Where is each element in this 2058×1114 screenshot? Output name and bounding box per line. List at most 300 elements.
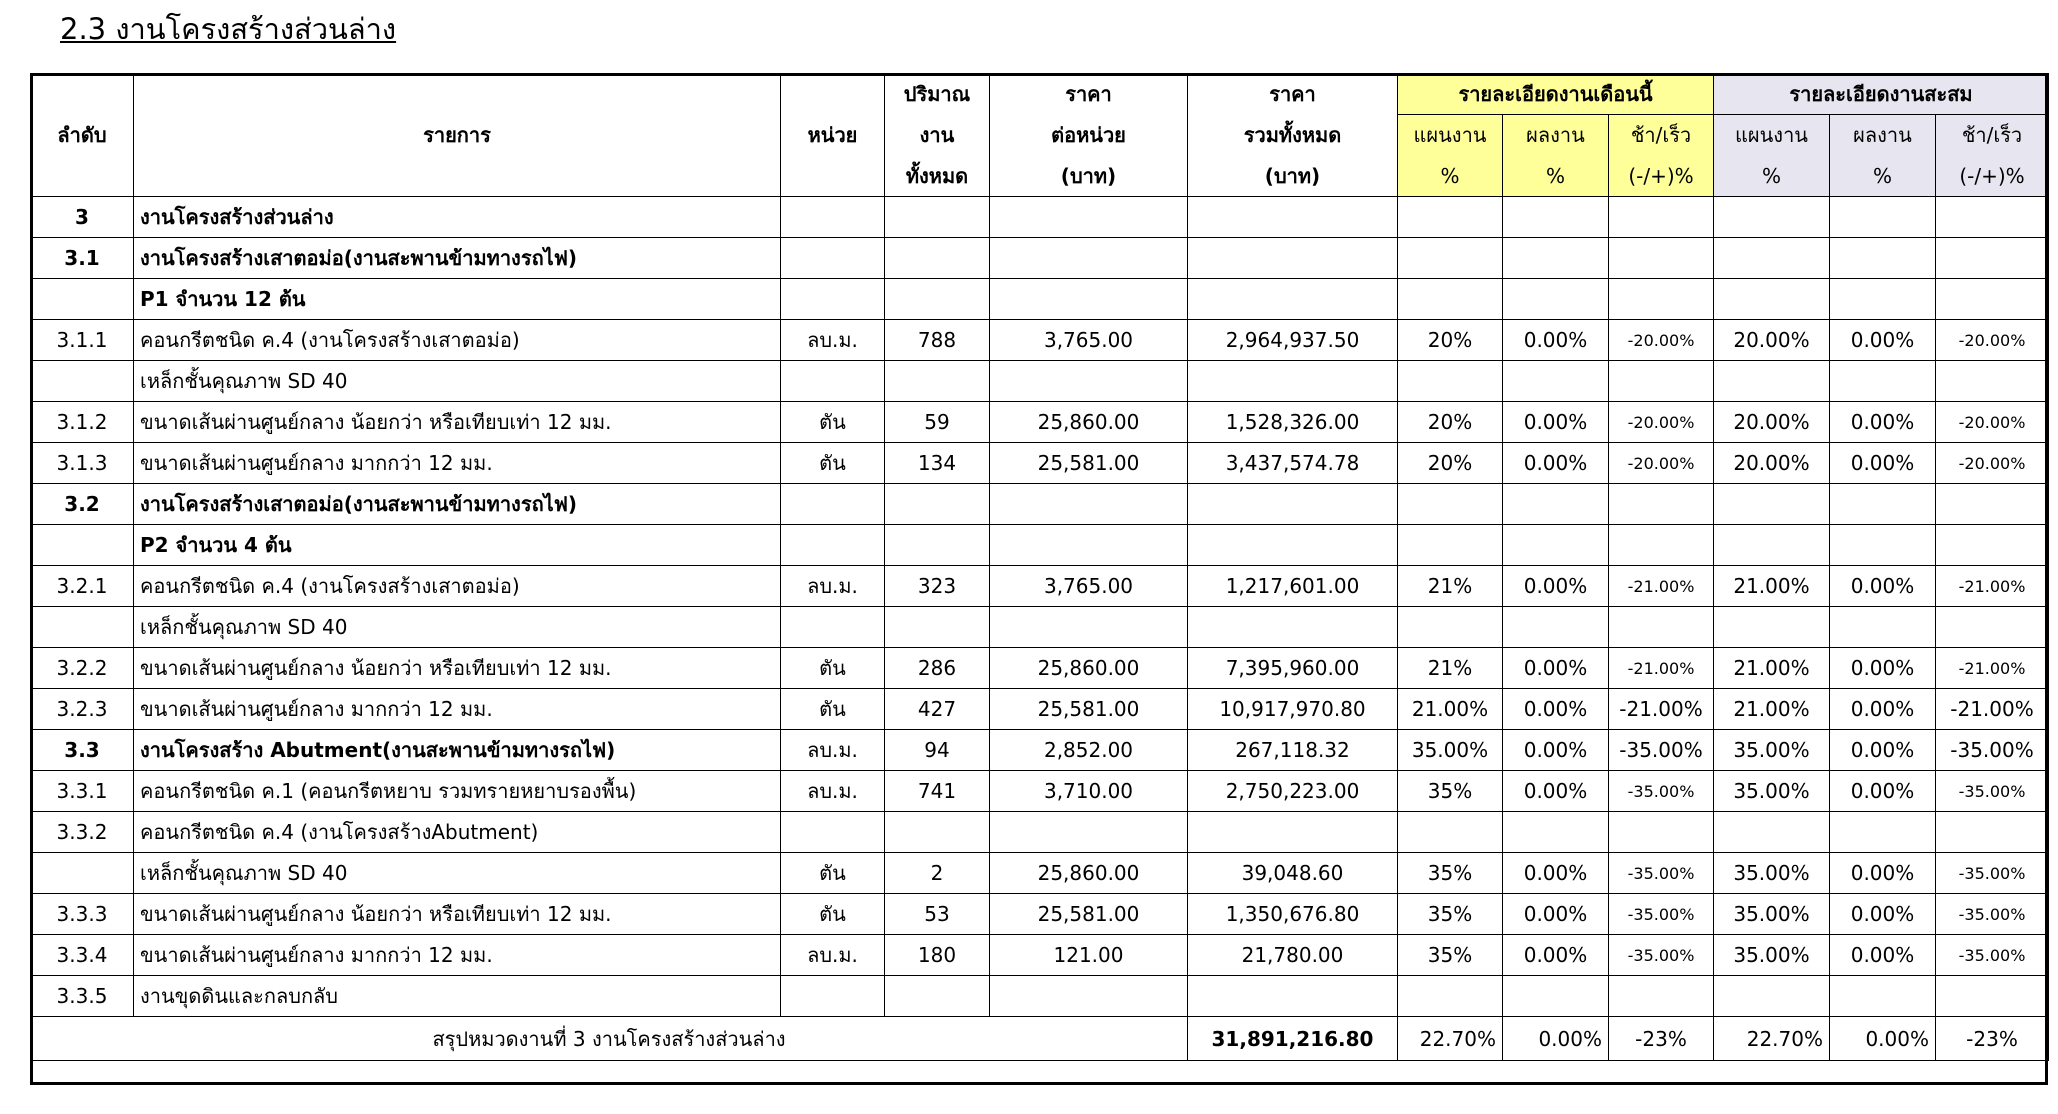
table-row bbox=[31, 484, 2049, 525]
header-diff-month-pct: (-/+)% bbox=[1609, 156, 1714, 197]
summary-diff-month: -23% bbox=[1609, 1017, 1714, 1061]
table-row bbox=[31, 853, 2049, 894]
row-result-cum bbox=[1830, 238, 1936, 279]
row-diff-month: -21.00% bbox=[1609, 648, 1714, 689]
row-diff-month bbox=[1609, 484, 1714, 525]
row-plan-month bbox=[1398, 197, 1503, 238]
row-item: ขนาดเส้นผ่านศูนย์กลาง มากกว่า 12 มม. bbox=[134, 689, 781, 730]
row-number: 3.3.5 bbox=[31, 976, 134, 1017]
row-item: เหล็กชั้นคุณภาพ SD 40 bbox=[134, 361, 781, 402]
row-number: 3.1 bbox=[31, 238, 134, 279]
row-plan-cum bbox=[1714, 361, 1830, 402]
row-plan-month: 35% bbox=[1398, 894, 1503, 935]
row-unit bbox=[781, 812, 885, 853]
row-item: ขนาดเส้นผ่านศูนย์กลาง น้อยกว่า หรือเทียบเท่า 12 มม. bbox=[134, 648, 781, 689]
row-plan-cum bbox=[1714, 525, 1830, 566]
row-total-price: 7,395,960.00 bbox=[1188, 648, 1398, 689]
row-item: คอนกรีตชนิด ค.1 (คอนกรีตหยาบ รวมทรายหยาบรองพื้น) bbox=[134, 771, 781, 812]
row-item: คอนกรีตชนิด ค.4 (งานโครงสร้างAbutment) bbox=[134, 812, 781, 853]
row-result-cum bbox=[1830, 484, 1936, 525]
row-diff-cum: -20.00% bbox=[1936, 402, 2049, 443]
row-unit-price bbox=[990, 812, 1188, 853]
row-diff-month bbox=[1609, 197, 1714, 238]
row-total-price: 3,437,574.78 bbox=[1188, 443, 1398, 484]
row-result-cum bbox=[1830, 607, 1936, 648]
row-plan-month: 21% bbox=[1398, 566, 1503, 607]
table-row bbox=[31, 976, 2049, 1017]
row-diff-cum: -20.00% bbox=[1936, 443, 2049, 484]
summary-result-cum: 0.00% bbox=[1830, 1017, 1936, 1061]
header-item-top bbox=[134, 74, 781, 115]
row-plan-cum bbox=[1714, 812, 1830, 853]
row-unit bbox=[781, 238, 885, 279]
row-result-month bbox=[1503, 525, 1609, 566]
row-plan-cum: 35.00% bbox=[1714, 771, 1830, 812]
row-result-cum bbox=[1830, 197, 1936, 238]
row-total-price bbox=[1188, 197, 1398, 238]
row-diff-cum: -21.00% bbox=[1936, 566, 2049, 607]
header-unit: หน่วย bbox=[781, 115, 885, 156]
row-result-cum bbox=[1830, 361, 1936, 402]
row-diff-cum bbox=[1936, 812, 2049, 853]
row-result-month: 0.00% bbox=[1503, 853, 1609, 894]
row-diff-month: -35.00% bbox=[1609, 935, 1714, 976]
row-result-cum bbox=[1830, 812, 1936, 853]
table-row bbox=[31, 935, 2049, 976]
row-number: 3.1.3 bbox=[31, 443, 134, 484]
row-diff-month: -21.00% bbox=[1609, 566, 1714, 607]
row-plan-month bbox=[1398, 484, 1503, 525]
table-row bbox=[31, 361, 2049, 402]
row-number: 3.1.1 bbox=[31, 320, 134, 361]
header-diff-month: ช้า/เร็ว bbox=[1609, 115, 1714, 156]
row-number: 3.3 bbox=[31, 730, 134, 771]
row-item: คอนกรีตชนิด ค.4 (งานโครงสร้างเสาตอม่อ) bbox=[134, 320, 781, 361]
row-unit-price: 25,860.00 bbox=[990, 402, 1188, 443]
row-total-price: 10,917,970.80 bbox=[1188, 689, 1398, 730]
row-result-month bbox=[1503, 197, 1609, 238]
row-qty: 59 bbox=[885, 402, 990, 443]
row-qty: 180 bbox=[885, 935, 990, 976]
row-item: P2 จำนวน 4 ต้น bbox=[134, 525, 781, 566]
row-diff-cum: -21.00% bbox=[1936, 689, 2049, 730]
header-plan-month-pct: % bbox=[1398, 156, 1503, 197]
row-unit-price: 3,765.00 bbox=[990, 320, 1188, 361]
row-result-month bbox=[1503, 361, 1609, 402]
row-result-cum bbox=[1830, 525, 1936, 566]
row-diff-cum bbox=[1936, 525, 2049, 566]
row-diff-cum: -21.00% bbox=[1936, 648, 2049, 689]
row-plan-cum: 21.00% bbox=[1714, 648, 1830, 689]
row-result-month: 0.00% bbox=[1503, 566, 1609, 607]
row-qty bbox=[885, 484, 990, 525]
row-unit: ตัน bbox=[781, 648, 885, 689]
row-number bbox=[31, 361, 134, 402]
row-item: เหล็กชั้นคุณภาพ SD 40 bbox=[134, 853, 781, 894]
header-this-month: รายละเอียดงานเดือนนี้ bbox=[1398, 74, 1714, 115]
row-number: 3.3.4 bbox=[31, 935, 134, 976]
row-plan-month: 20% bbox=[1398, 320, 1503, 361]
row-unit: ตัน bbox=[781, 443, 885, 484]
row-unit-price: 3,710.00 bbox=[990, 771, 1188, 812]
row-qty bbox=[885, 525, 990, 566]
row-total-price: 1,528,326.00 bbox=[1188, 402, 1398, 443]
row-item: คอนกรีตชนิด ค.4 (งานโครงสร้างเสาตอม่อ) bbox=[134, 566, 781, 607]
row-plan-month: 20% bbox=[1398, 443, 1503, 484]
row-plan-cum: 21.00% bbox=[1714, 689, 1830, 730]
row-item: งานขุดดินและกลบกลับ bbox=[134, 976, 781, 1017]
header-diff-cum: ช้า/เร็ว bbox=[1936, 115, 2049, 156]
row-number: 3.1.2 bbox=[31, 402, 134, 443]
row-qty: 323 bbox=[885, 566, 990, 607]
row-diff-month bbox=[1609, 607, 1714, 648]
row-plan-month bbox=[1398, 525, 1503, 566]
row-number: 3.3.2 bbox=[31, 812, 134, 853]
table-row bbox=[31, 402, 2049, 443]
row-plan-month: 35% bbox=[1398, 935, 1503, 976]
row-unit: ตัน bbox=[781, 853, 885, 894]
progress-table bbox=[30, 73, 2049, 1061]
row-result-cum: 0.00% bbox=[1830, 689, 1936, 730]
row-diff-month bbox=[1609, 361, 1714, 402]
row-diff-month: -35.00% bbox=[1609, 853, 1714, 894]
header-result-month-pct: % bbox=[1503, 156, 1609, 197]
row-total-price bbox=[1188, 361, 1398, 402]
row-unit bbox=[781, 361, 885, 402]
header-no-bottom bbox=[31, 156, 134, 197]
table-row bbox=[31, 443, 2049, 484]
row-total-price bbox=[1188, 812, 1398, 853]
row-diff-cum bbox=[1936, 607, 2049, 648]
row-diff-cum: -20.00% bbox=[1936, 320, 2049, 361]
row-unit: ลบ.ม. bbox=[781, 771, 885, 812]
row-unit-price bbox=[990, 484, 1188, 525]
summary-row bbox=[31, 1017, 2049, 1061]
row-diff-month: -20.00% bbox=[1609, 402, 1714, 443]
row-plan-month bbox=[1398, 361, 1503, 402]
header-total-1: ราคา bbox=[1188, 74, 1398, 115]
row-unit-price bbox=[990, 607, 1188, 648]
row-result-cum bbox=[1830, 279, 1936, 320]
table-row bbox=[31, 648, 2049, 689]
header-plan-cum: แผนงาน bbox=[1714, 115, 1830, 156]
row-plan-cum bbox=[1714, 197, 1830, 238]
row-qty bbox=[885, 976, 990, 1017]
row-plan-month: 21% bbox=[1398, 648, 1503, 689]
row-item: P1 จำนวน 12 ต้น bbox=[134, 279, 781, 320]
row-item: ขนาดเส้นผ่านศูนย์กลาง มากกว่า 12 มม. bbox=[134, 935, 781, 976]
row-diff-cum bbox=[1936, 361, 2049, 402]
row-result-cum: 0.00% bbox=[1830, 935, 1936, 976]
row-qty bbox=[885, 812, 990, 853]
row-plan-cum bbox=[1714, 279, 1830, 320]
row-total-price bbox=[1188, 484, 1398, 525]
row-plan-cum: 20.00% bbox=[1714, 402, 1830, 443]
row-item: งานโครงสร้างเสาตอม่อ(งานสะพานข้ามทางรถไฟ) bbox=[134, 484, 781, 525]
header-no-top bbox=[31, 74, 134, 115]
row-result-cum: 0.00% bbox=[1830, 730, 1936, 771]
table-row bbox=[31, 238, 2049, 279]
row-qty bbox=[885, 361, 990, 402]
row-qty: 2 bbox=[885, 853, 990, 894]
row-plan-month bbox=[1398, 279, 1503, 320]
row-item: ขนาดเส้นผ่านศูนย์กลาง น้อยกว่า หรือเทียบเท่า 12 มม. bbox=[134, 894, 781, 935]
header-row-3 bbox=[31, 156, 2049, 197]
row-qty: 134 bbox=[885, 443, 990, 484]
header-plan-month: แผนงาน bbox=[1398, 115, 1503, 156]
row-total-price bbox=[1188, 976, 1398, 1017]
row-unit bbox=[781, 976, 885, 1017]
row-qty: 741 bbox=[885, 771, 990, 812]
table-row bbox=[31, 607, 2049, 648]
row-result-cum: 0.00% bbox=[1830, 320, 1936, 361]
header-price-3: (บาท) bbox=[990, 156, 1188, 197]
row-item: งานโครงสร้างเสาตอม่อ(งานสะพานข้ามทางรถไฟ) bbox=[134, 238, 781, 279]
row-unit: ตัน bbox=[781, 689, 885, 730]
row-unit bbox=[781, 279, 885, 320]
row-unit-price bbox=[990, 279, 1188, 320]
row-unit: ลบ.ม. bbox=[781, 320, 885, 361]
row-total-price: 267,118.32 bbox=[1188, 730, 1398, 771]
row-diff-month: -21.00% bbox=[1609, 689, 1714, 730]
row-plan-month: 21.00% bbox=[1398, 689, 1503, 730]
row-unit bbox=[781, 197, 885, 238]
row-diff-cum: -35.00% bbox=[1936, 853, 2049, 894]
header-total-3: (บาท) bbox=[1188, 156, 1398, 197]
row-plan-month bbox=[1398, 812, 1503, 853]
row-result-cum: 0.00% bbox=[1830, 771, 1936, 812]
header-result-month: ผลงาน bbox=[1503, 115, 1609, 156]
row-diff-cum: -35.00% bbox=[1936, 730, 2049, 771]
row-total-price bbox=[1188, 607, 1398, 648]
row-plan-cum: 20.00% bbox=[1714, 443, 1830, 484]
table-row bbox=[31, 320, 2049, 361]
row-result-month: 0.00% bbox=[1503, 894, 1609, 935]
row-plan-month: 20% bbox=[1398, 402, 1503, 443]
row-plan-cum bbox=[1714, 484, 1830, 525]
row-unit bbox=[781, 484, 885, 525]
row-number: 3.2.2 bbox=[31, 648, 134, 689]
row-plan-month bbox=[1398, 238, 1503, 279]
row-unit bbox=[781, 607, 885, 648]
row-result-cum: 0.00% bbox=[1830, 894, 1936, 935]
row-diff-month bbox=[1609, 976, 1714, 1017]
summary-result-month: 0.00% bbox=[1503, 1017, 1609, 1061]
row-unit-price: 3,765.00 bbox=[990, 566, 1188, 607]
header-cumulative: รายละเอียดงานสะสม bbox=[1714, 74, 2049, 115]
row-result-month: 0.00% bbox=[1503, 730, 1609, 771]
row-number: 3.2 bbox=[31, 484, 134, 525]
row-total-price bbox=[1188, 525, 1398, 566]
row-plan-month bbox=[1398, 607, 1503, 648]
row-item: งานโครงสร้างส่วนล่าง bbox=[134, 197, 781, 238]
row-result-cum: 0.00% bbox=[1830, 566, 1936, 607]
row-number: 3.3.1 bbox=[31, 771, 134, 812]
row-diff-cum bbox=[1936, 238, 2049, 279]
summary-plan-month: 22.70% bbox=[1398, 1017, 1503, 1061]
row-plan-cum bbox=[1714, 976, 1830, 1017]
header-item: รายการ bbox=[134, 115, 781, 156]
row-qty bbox=[885, 197, 990, 238]
header-price-1: ราคา bbox=[990, 74, 1188, 115]
header-result-cum-pct: % bbox=[1830, 156, 1936, 197]
header-result-cum: ผลงาน bbox=[1830, 115, 1936, 156]
row-number bbox=[31, 607, 134, 648]
row-unit-price: 25,860.00 bbox=[990, 648, 1188, 689]
row-plan-cum: 35.00% bbox=[1714, 730, 1830, 771]
row-result-month bbox=[1503, 484, 1609, 525]
summary-label: สรุปหมวดงานที่ 3 งานโครงสร้างส่วนล่าง bbox=[31, 1017, 1188, 1061]
row-diff-cum bbox=[1936, 279, 2049, 320]
row-unit-price bbox=[990, 976, 1188, 1017]
row-result-month: 0.00% bbox=[1503, 689, 1609, 730]
row-qty bbox=[885, 238, 990, 279]
row-unit-price bbox=[990, 361, 1188, 402]
row-result-month bbox=[1503, 607, 1609, 648]
row-result-month bbox=[1503, 279, 1609, 320]
row-number: 3.2.1 bbox=[31, 566, 134, 607]
row-result-month bbox=[1503, 976, 1609, 1017]
table-row bbox=[31, 894, 2049, 935]
row-diff-month bbox=[1609, 279, 1714, 320]
row-unit-price: 25,581.00 bbox=[990, 689, 1188, 730]
table-row bbox=[31, 771, 2049, 812]
row-number: 3.3.3 bbox=[31, 894, 134, 935]
table-row bbox=[31, 279, 2049, 320]
row-unit: ตัน bbox=[781, 402, 885, 443]
row-result-cum bbox=[1830, 976, 1936, 1017]
row-diff-month: -35.00% bbox=[1609, 771, 1714, 812]
header-diff-cum-pct: (-/+)% bbox=[1936, 156, 2049, 197]
row-item: เหล็กชั้นคุณภาพ SD 40 bbox=[134, 607, 781, 648]
row-diff-month: -20.00% bbox=[1609, 320, 1714, 361]
row-result-cum: 0.00% bbox=[1830, 853, 1936, 894]
row-unit: ลบ.ม. bbox=[781, 730, 885, 771]
header-unit-bottom bbox=[781, 156, 885, 197]
row-plan-cum: 21.00% bbox=[1714, 566, 1830, 607]
row-plan-cum: 20.00% bbox=[1714, 320, 1830, 361]
header-unit-top bbox=[781, 74, 885, 115]
table-row bbox=[31, 566, 2049, 607]
row-unit: ตัน bbox=[781, 894, 885, 935]
table-row bbox=[31, 812, 2049, 853]
row-diff-cum bbox=[1936, 484, 2049, 525]
summary-total: 31,891,216.80 bbox=[1188, 1017, 1398, 1061]
row-unit-price bbox=[990, 525, 1188, 566]
row-total-price bbox=[1188, 279, 1398, 320]
row-unit-price bbox=[990, 197, 1188, 238]
row-qty: 94 bbox=[885, 730, 990, 771]
row-result-month: 0.00% bbox=[1503, 443, 1609, 484]
row-item: ขนาดเส้นผ่านศูนย์กลาง มากกว่า 12 มม. bbox=[134, 443, 781, 484]
row-diff-month bbox=[1609, 238, 1714, 279]
row-result-month: 0.00% bbox=[1503, 648, 1609, 689]
row-diff-cum bbox=[1936, 197, 2049, 238]
row-item: งานโครงสร้าง Abutment(งานสะพานข้ามทางรถไฟ) bbox=[134, 730, 781, 771]
row-total-price bbox=[1188, 238, 1398, 279]
row-plan-cum bbox=[1714, 238, 1830, 279]
summary-plan-cum: 22.70% bbox=[1714, 1017, 1830, 1061]
row-diff-cum bbox=[1936, 976, 2049, 1017]
row-result-month: 0.00% bbox=[1503, 320, 1609, 361]
row-qty: 427 bbox=[885, 689, 990, 730]
table-row bbox=[31, 689, 2049, 730]
row-number bbox=[31, 279, 134, 320]
row-total-price: 21,780.00 bbox=[1188, 935, 1398, 976]
row-total-price: 39,048.60 bbox=[1188, 853, 1398, 894]
row-qty bbox=[885, 607, 990, 648]
row-result-cum: 0.00% bbox=[1830, 443, 1936, 484]
row-qty: 788 bbox=[885, 320, 990, 361]
row-plan-cum: 35.00% bbox=[1714, 894, 1830, 935]
header-no: ลำดับ bbox=[31, 115, 134, 156]
row-result-cum: 0.00% bbox=[1830, 402, 1936, 443]
row-result-month: 0.00% bbox=[1503, 771, 1609, 812]
row-total-price: 2,964,937.50 bbox=[1188, 320, 1398, 361]
row-number: 3 bbox=[31, 197, 134, 238]
row-unit: ลบ.ม. bbox=[781, 935, 885, 976]
row-unit-price bbox=[990, 238, 1188, 279]
header-total-2: รวมทั้งหมด bbox=[1188, 115, 1398, 156]
table-row bbox=[31, 525, 2049, 566]
row-diff-month: -35.00% bbox=[1609, 730, 1714, 771]
header-item-bottom bbox=[134, 156, 781, 197]
row-plan-cum: 35.00% bbox=[1714, 935, 1830, 976]
row-unit-price: 25,581.00 bbox=[990, 894, 1188, 935]
row-plan-month: 35% bbox=[1398, 771, 1503, 812]
row-plan-cum bbox=[1714, 607, 1830, 648]
header-qty-3: ทั้งหมด bbox=[885, 156, 990, 197]
row-diff-month: -35.00% bbox=[1609, 894, 1714, 935]
page-title: 2.3 งานโครงสร้างส่วนล่าง bbox=[60, 12, 397, 46]
row-diff-cum: -35.00% bbox=[1936, 894, 2049, 935]
table-row bbox=[31, 730, 2049, 771]
row-unit-price: 25,860.00 bbox=[990, 853, 1188, 894]
table-row bbox=[31, 197, 2049, 238]
row-diff-cum: -35.00% bbox=[1936, 935, 2049, 976]
header-qty-1: ปริมาณ bbox=[885, 74, 990, 115]
row-qty: 286 bbox=[885, 648, 990, 689]
header-plan-cum-pct: % bbox=[1714, 156, 1830, 197]
header-price-2: ต่อหน่วย bbox=[990, 115, 1188, 156]
row-unit: ลบ.ม. bbox=[781, 566, 885, 607]
summary-diff-cum: -23% bbox=[1936, 1017, 2049, 1061]
row-diff-month bbox=[1609, 525, 1714, 566]
row-total-price: 1,217,601.00 bbox=[1188, 566, 1398, 607]
row-unit-price: 2,852.00 bbox=[990, 730, 1188, 771]
row-result-month: 0.00% bbox=[1503, 935, 1609, 976]
row-unit-price: 25,581.00 bbox=[990, 443, 1188, 484]
row-plan-cum: 35.00% bbox=[1714, 853, 1830, 894]
row-result-month bbox=[1503, 238, 1609, 279]
row-result-month bbox=[1503, 812, 1609, 853]
row-number bbox=[31, 525, 134, 566]
row-diff-cum: -35.00% bbox=[1936, 771, 2049, 812]
row-number: 3.2.3 bbox=[31, 689, 134, 730]
row-diff-month: -20.00% bbox=[1609, 443, 1714, 484]
header-qty-2: งาน bbox=[885, 115, 990, 156]
row-result-month: 0.00% bbox=[1503, 402, 1609, 443]
row-unit bbox=[781, 525, 885, 566]
row-qty bbox=[885, 279, 990, 320]
row-total-price: 1,350,676.80 bbox=[1188, 894, 1398, 935]
row-plan-month: 35% bbox=[1398, 853, 1503, 894]
header-row-1 bbox=[31, 74, 2049, 115]
row-result-cum: 0.00% bbox=[1830, 648, 1936, 689]
row-item: ขนาดเส้นผ่านศูนย์กลาง น้อยกว่า หรือเทียบเท่า 12 มม. bbox=[134, 402, 781, 443]
row-unit-price: 121.00 bbox=[990, 935, 1188, 976]
row-total-price: 2,750,223.00 bbox=[1188, 771, 1398, 812]
